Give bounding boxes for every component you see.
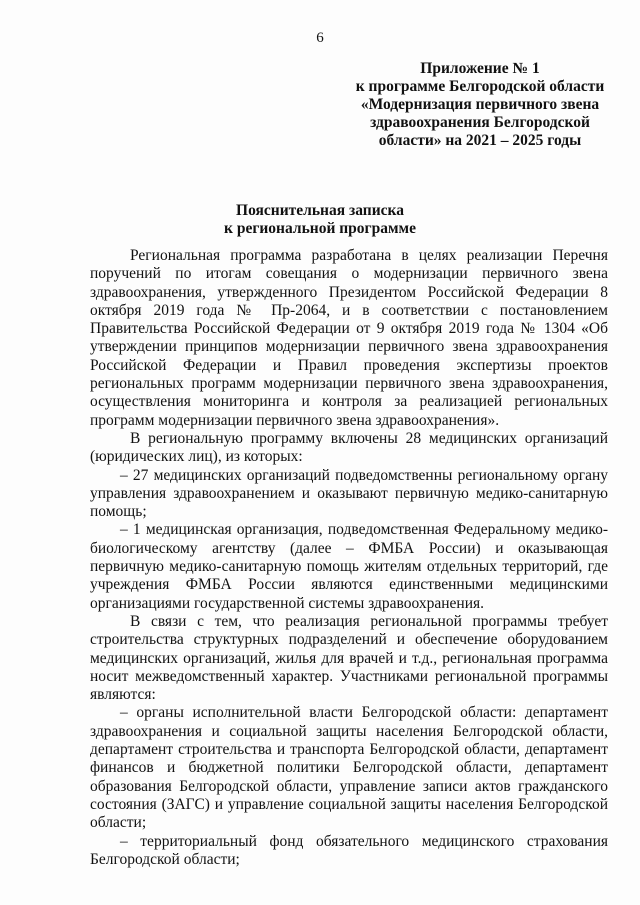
paragraph: В связи с тем, что реализация региональной программы требует строительства структурных подразделений и обеспечение оборудованием медицинских организаций, жилья для врачей и т.д., региональная программа носит межведомственный характер. Участниками региональной программы являются: [90,612,608,704]
document-body [90,247,608,869]
document-title [0,202,640,238]
list-item: – органы исполнительной власти Белгородской области: департамент здравоохранения и социальной защиты населения Белгородской области, департамент строительства и транспорта Белгородской области, департамент финансов и бюджетной политики Белгородской области, департамент образования Белгородской области, управление записи актов гражданского состояния (ЗАГС) и управление социальной защиты населения Белгородской области; [90,704,608,832]
appendix-header [330,60,630,150]
appendix-line: области» на 2021 – 2025 годы [378,132,582,149]
list-item: – территориальный фонд обязательного медицинского страхования Белгородской области; [90,832,608,868]
page-number: 6 [316,30,324,46]
appendix-line: к программе Белгородской области [355,78,605,95]
paragraph: Региональная программа разработана в целях реализации Перечня поручений по итогам совещания о модернизации первичного звена здравоохранения, утвержденного Президентом Российской Федерации 8 октября 2019 года № Пр-2064, и в соответствии с постановлением Правительства Российской Федерации от 9 октября 2019 года № 1304 «Об утверждении принципов модернизации первичного звена здравоохранения Российской Федерации и Правил проведения экспертизы проектов региональных программ модернизации первичного звена здравоохранения, осуществления мониторинга и контроля за реализацией региональных программ модернизации первичного звена здравоохранения». [90,247,608,429]
list-item: – 27 медицинских организаций подведомственны региональному органу управления здравоохранением и оказывают первичную медико-санитарную помощь; [90,466,608,521]
list-item: – 1 медицинская организация, подведомственная Федеральному медико-биологическому агентству (далее – ФМБА России) и оказывающая первичную медико-санитарную помощь жителям отдельных территорий, где учреждения ФМБА России являются единственными медицинскими организациями государственной системы здравоохранения. [90,521,608,612]
paragraph: В региональную программу включены 28 медицинских организаций (юридических лиц), из которых: [90,429,608,466]
title-line-2: к региональной программе [224,220,416,237]
appendix-line: Приложение № 1 [420,60,540,77]
appendix-line: «Модернизация первичного звена [360,96,600,113]
title-line-1: Пояснительная записка [236,202,404,219]
appendix-line: здравоохранения Белгородской [370,114,590,131]
